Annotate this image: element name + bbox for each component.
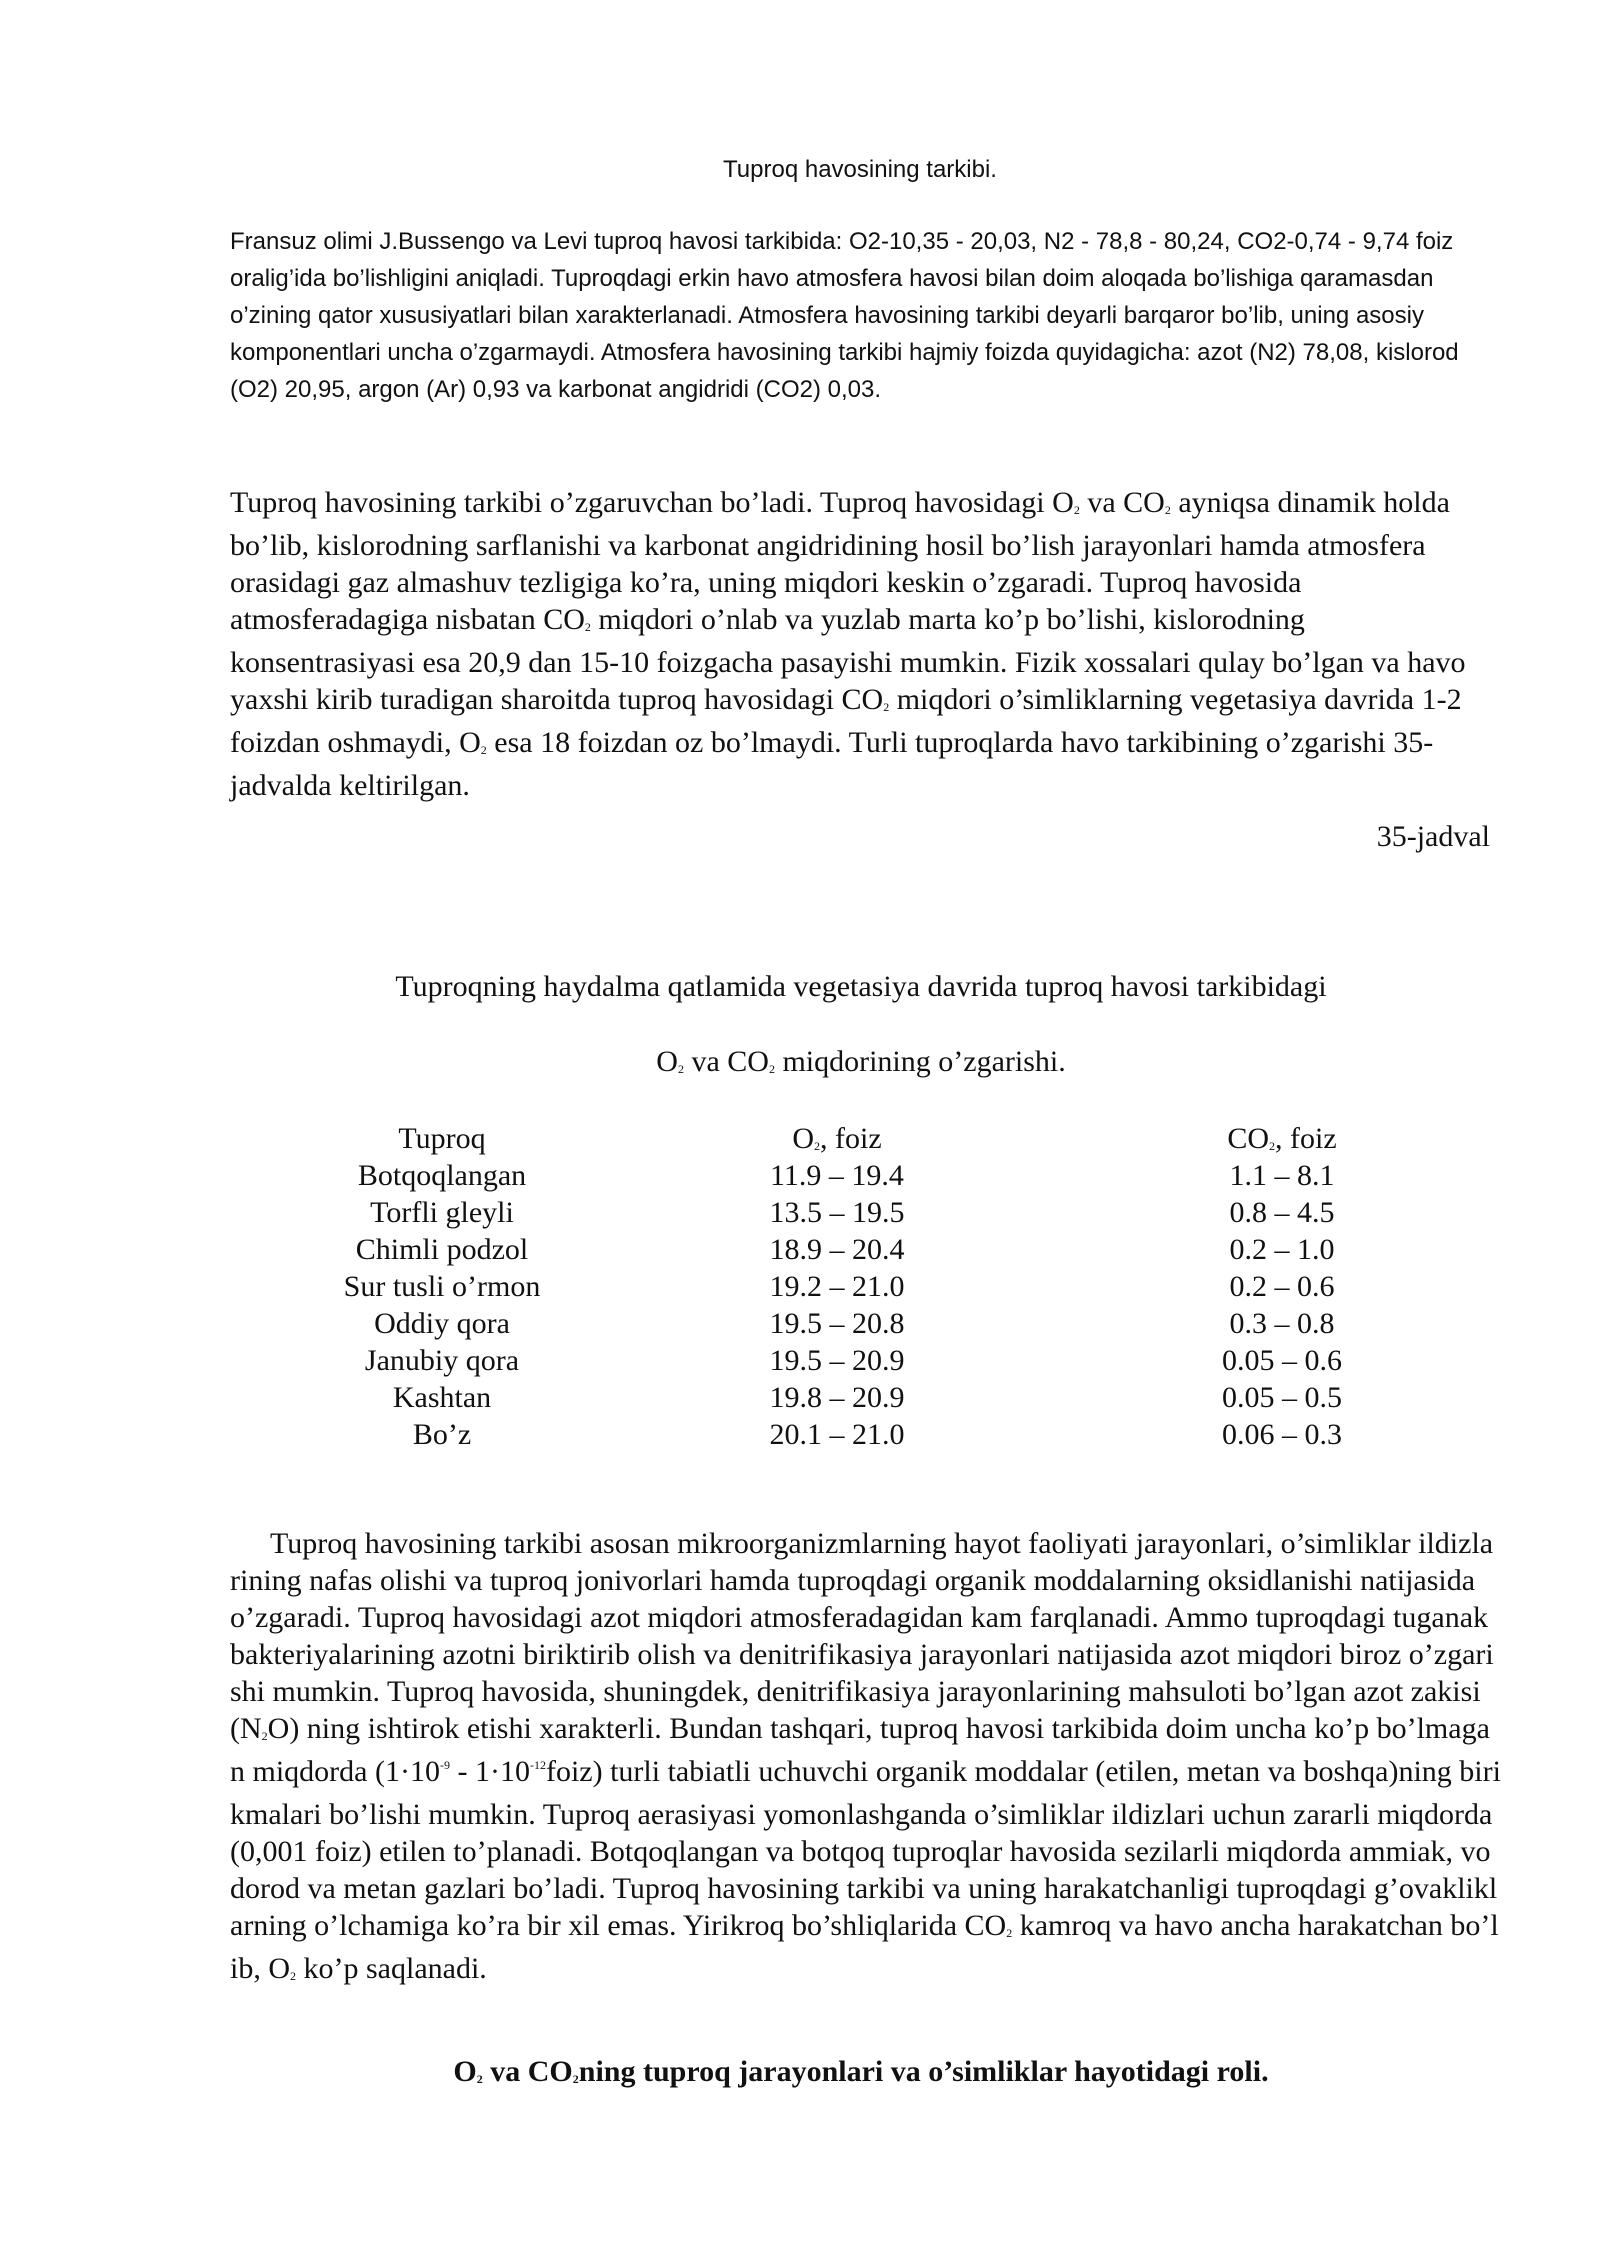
cell-o2: 19.2 – 21.0 [769, 1269, 905, 1303]
table-row [272, 1416, 1502, 1453]
cell-o2: 19.5 – 20.8 [769, 1306, 905, 1340]
intro-paragraph: Fransuz olimi J.Bussengo va Levi tuproq havosi tarkibida: O2-10,35 - 20,03, N2 - 78,8 - 80,24, CO2-0,74 - 9,74 foiz oralig’ida bo’lishligini aniqladi. Tuproqdagi erkin havo atmosfera havosi bilan doim aloqada bo’lishiga qaramasdan o’zining qator xususiyatlari bilan xarakterlanadi. Atmosfera havosining tarkibi deyarli barqaror bo’lib, uning asosiy komponentlari uncha o’zgarmaydi. Atmosfera havosining tarkibi hajmiy foizda quyidagicha: azot (N2) 78,08, kislorod (O2) 20,95, argon (Ar) 0,93 va karbonat angidridi (CO2) 0,03. [230, 228, 1459, 403]
table-row [272, 1268, 1502, 1305]
cell-co2: 1.1 – 8.1 [1229, 1158, 1335, 1192]
change-factors-paragraph: Tuproq havosining tarkibi asosan mikroorganizmlarning hayot faoliyati jarayonlari, o’simliklar ildizlarining nafas olishi va tuproq jonivorlari hamda tuproqdagi organik moddalarning oksidlanishi natijasida o’zgaradi. Tuproq havosidagi azot miqdori atmosferadagidan kam farqlanadi. Ammo tuproqdagi tuganak bakteriyalarining azotni biriktirib olish va denitrifikasiya jarayonlari natijasida azot miqdori biroz o’zgarishi mumkin. Tuproq havosida, shuningdek, denitrifikasiya jarayonlarining mahsuloti bo’lgan azot zakisi $(N_2O)$ ning ishtirok etishi xarakterli. Bundan tashqari, tuproq havosi tarkibida doim uncha ko’p bo’lmagan miqdorda ($1\cdot 10^{-9}$ - $1\cdot 10^{-12}foiz$) turli tabiatli uchuvchi organik moddalar (etilen, metan va boshqa)ning birikmalari bo’lishi mumkin. Tuproq aerasiyasi yomonlashganda o’simliklar ildizlari uchun zararli miqdorda (0,001 foiz) etilen to’planadi. Botqoqlangan va botqoq tuproqlar havosida sezilarli miqdorda ammiak, vodorod va metan gazlari bo’ladi. Tuproq havosining tarkibi va uning harakatchanligi tuproqdagi g’ovakliklarning o’lchamiga ko’ra bir xil emas. Yirikroq bo’shliqlarida $CO_2$ kamroq va havo ancha harakatchan bo’lib, $O_2$ ko’p saqlanadi. [230, 1527, 1501, 1985]
header-o2: $O_2$, foiz [792, 1121, 882, 1155]
cell-soil: Kashtan [392, 1380, 492, 1414]
cell-co2: 0.06 – 0.3 [1222, 1417, 1342, 1451]
composition-paragraph: Tuproq havosining tarkibi o’zgaruvchan bo’ladi. Tuproq havosidagi $O_2$ va $CO_2$ ayniqsa dinamik holda bo’lib, kislorodning sarflanishi va karbonat angidridining hosil bo’lish jarayonlari hamda atmosfera orasidagi gaz almashuv tezligiga ko’ra, uning miqdori keskin o’zgaradi. Tuproq havosida atmosferadagiga nisbatan $CO_2$ miqdori o’nlab va yuzlab marta ko’p bo’lishi, kislorodning konsentrasiyasi esa 20,9 dan 15-10 foizgacha pasayishi mumkin. Fizik xossalari qulay bo’lgan va havo yaxshi kirib turadigan sharoitda tuproq havosidagi $CO_2$ miqdori o’simliklarning vegetasiya davrida 1-2 foizdan oshmaydi, $O_2$ esa 18 foizdan oz bo’lmaydi. Turli tuproqlarda havo tarkibining o’zgarishi 35-jadvalda keltirilgan. [230, 486, 1466, 802]
cell-co2: 0.2 – 0.6 [1229, 1269, 1335, 1303]
table-row [272, 1342, 1502, 1379]
cell-co2: 0.8 – 4.5 [1229, 1195, 1335, 1229]
table-row [272, 1305, 1502, 1342]
cell-o2: 11.9 – 19.4 [770, 1158, 904, 1192]
table-caption-line1: Tuproqning haydalma qatlamida vegetasiya davrida tuproq havosi tarkibidagi [395, 970, 1327, 1003]
table-header-row [272, 1120, 1502, 1157]
table-number-label: 35-jadval [1376, 820, 1490, 853]
cell-o2: 19.5 – 20.9 [769, 1343, 905, 1377]
cell-o2: 19.8 – 20.9 [769, 1380, 905, 1414]
cell-soil: Botqoqlangan [357, 1158, 527, 1192]
header-co2: $CO_2$, foiz [1227, 1121, 1337, 1155]
cell-soil: Bo’z [412, 1417, 472, 1451]
table-row [272, 1379, 1502, 1416]
cell-co2: 0.05 – 0.6 [1222, 1343, 1342, 1377]
table-row [272, 1194, 1502, 1231]
cell-o2: 18.9 – 20.4 [769, 1232, 905, 1266]
cell-co2: 0.2 – 1.0 [1229, 1232, 1335, 1266]
cell-soil: Sur tusli o’rmon [343, 1269, 541, 1303]
cell-o2: 13.5 – 19.5 [769, 1195, 905, 1229]
table-row [272, 1157, 1502, 1194]
table-row [272, 1231, 1502, 1268]
section-heading-role: $O_2$ va $CO_2ning$ tuproq jarayonlari va o’simliklar hayotidagi roli. [453, 2055, 1269, 2088]
header-soil: Tuproq [398, 1121, 486, 1155]
cell-o2: 20.1 – 21.0 [769, 1417, 905, 1451]
cell-soil: Chimli podzol [355, 1232, 529, 1266]
cell-soil: Oddiy qora [374, 1306, 510, 1340]
cell-co2: 0.3 – 0.8 [1229, 1306, 1335, 1340]
cell-soil: Torfli gleyli [370, 1195, 514, 1229]
soil-air-table [272, 1120, 1502, 1453]
cell-soil: Janubiy qora [364, 1343, 520, 1377]
section-title: Tuproq havosining tarkibi. [723, 156, 997, 183]
table-caption-line2: $O_2$ va $CO_2$ miqdorining o’zgarishi. [656, 1045, 1066, 1078]
cell-co2: 0.05 – 0.5 [1222, 1380, 1342, 1414]
